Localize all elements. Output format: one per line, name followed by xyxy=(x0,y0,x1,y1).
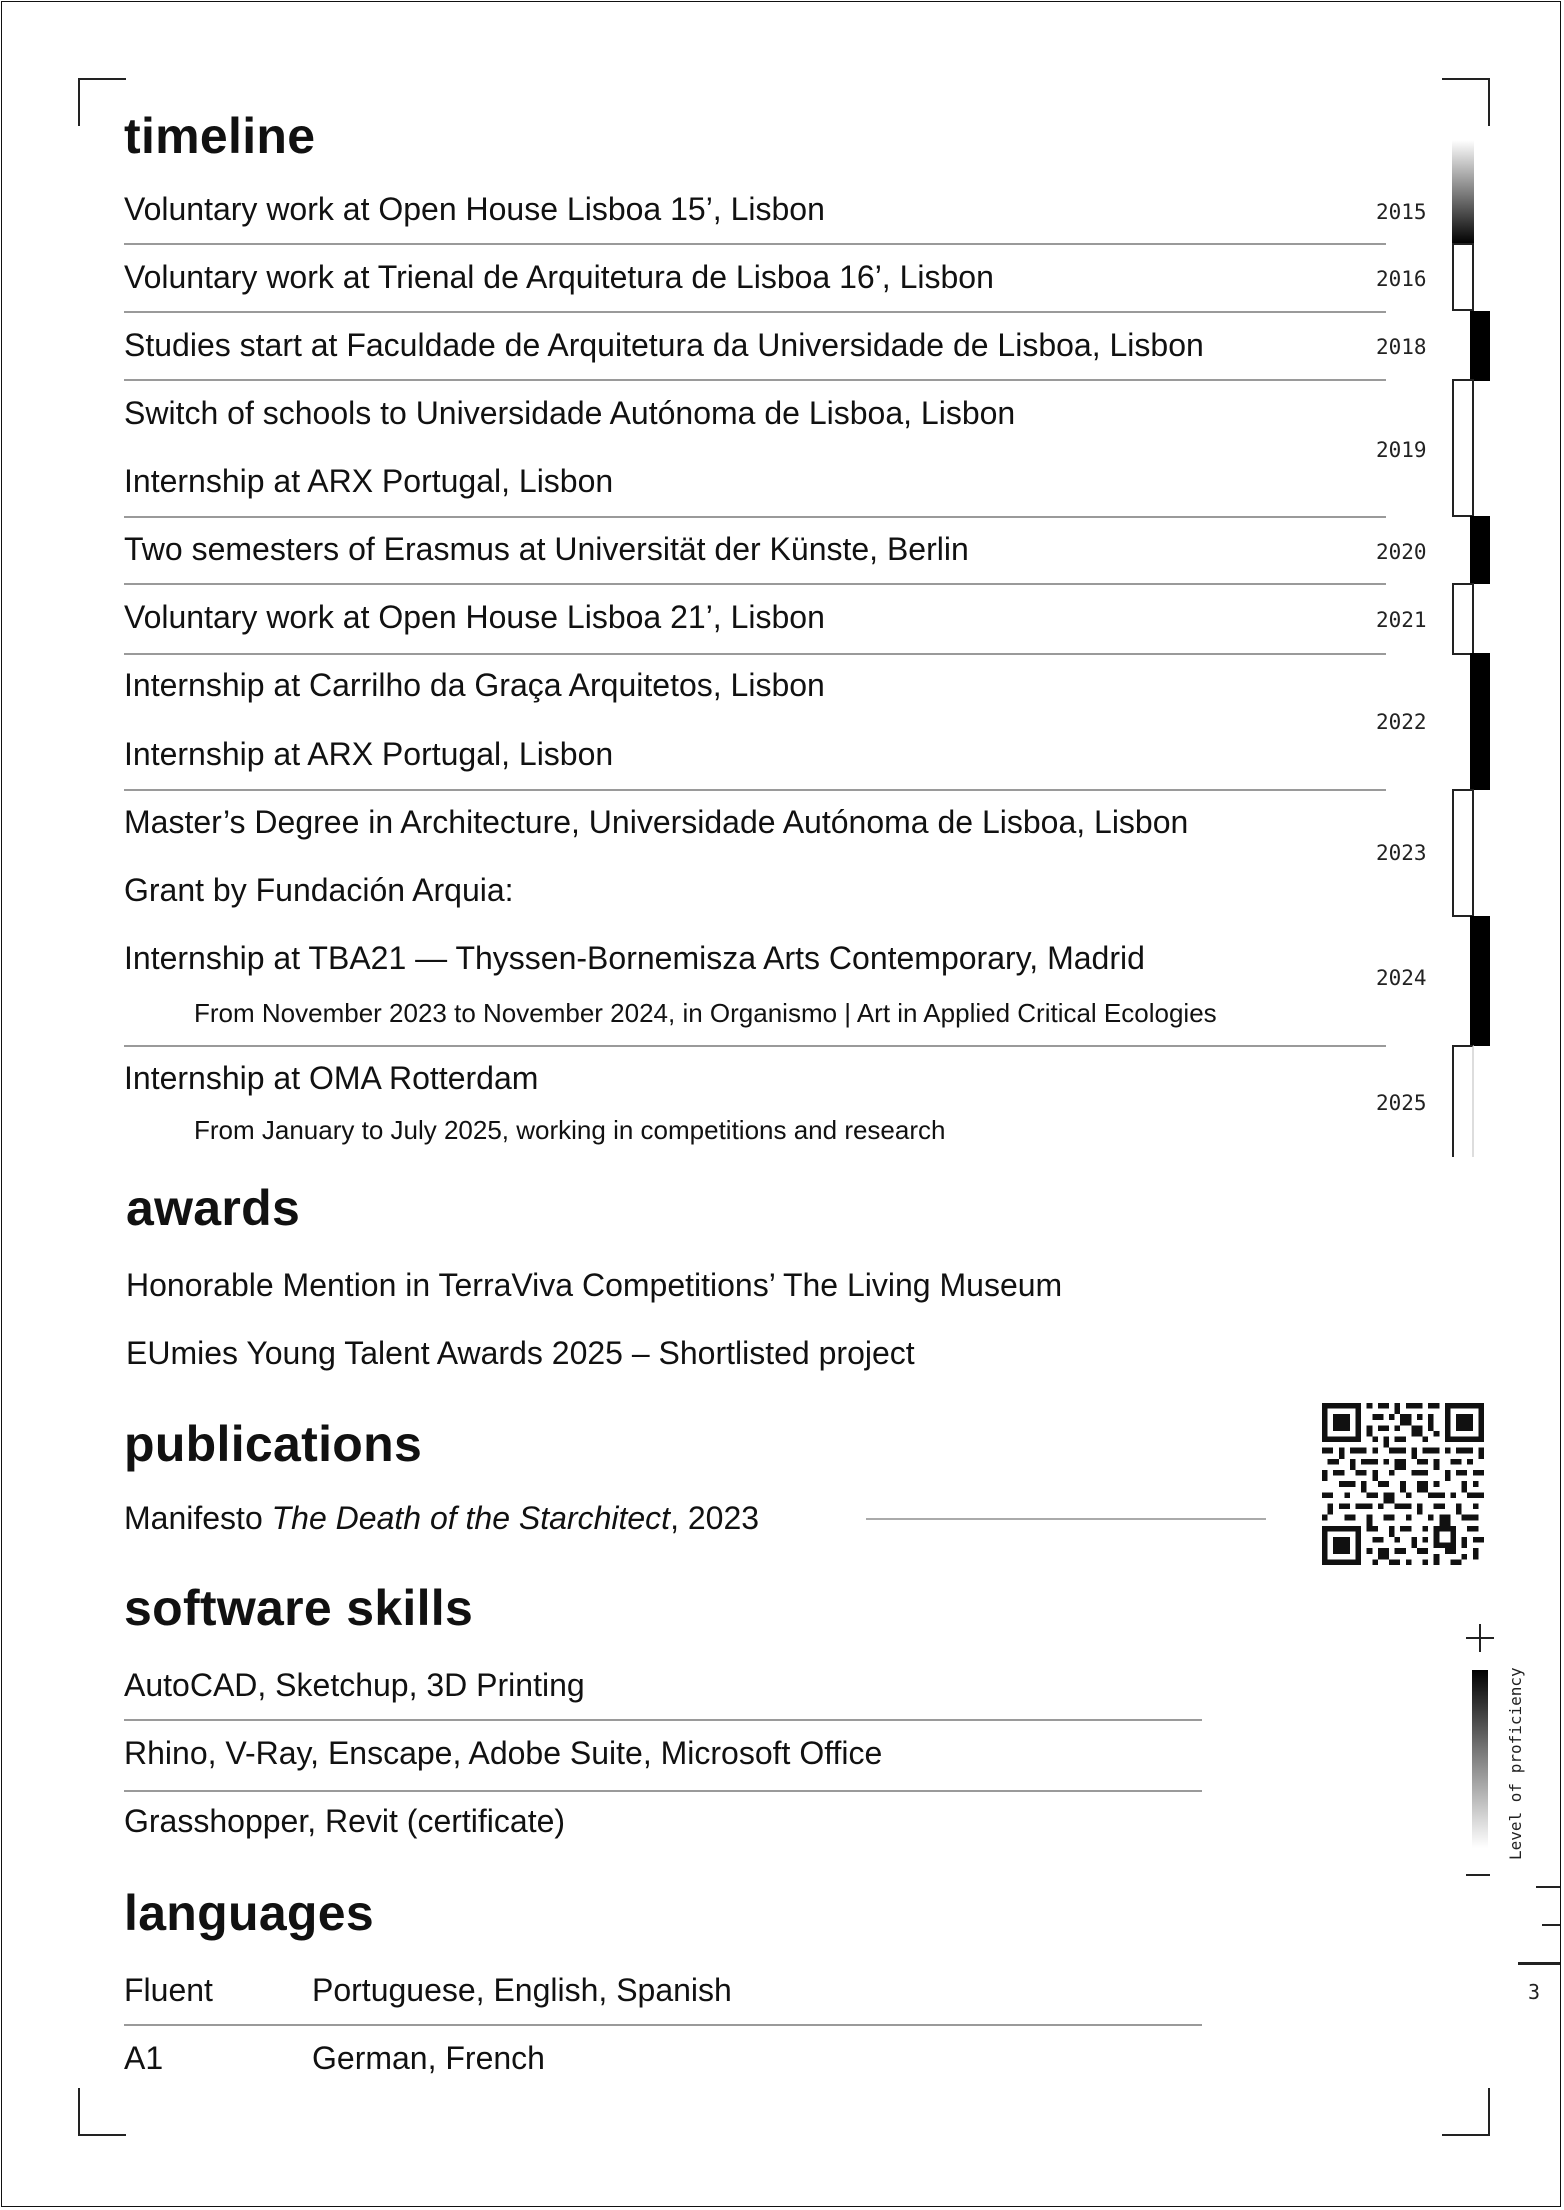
timeline-year: 2020 xyxy=(1376,540,1427,564)
timeline-entry: Two semesters of Erasmus at Universität der Künste, Berlin xyxy=(124,531,969,567)
publication-divider xyxy=(866,1518,1266,1520)
timeline-entry: Voluntary work at Open House Lisboa 21’, Lisbon xyxy=(124,599,825,635)
crop-mark-top-right xyxy=(1442,78,1490,126)
publication-item xyxy=(124,1498,759,1538)
timeline-divider xyxy=(124,516,1386,518)
qr-code-icon[interactable] xyxy=(1322,1403,1484,1565)
page-number: 3 xyxy=(1528,1980,1541,2004)
page-index-tick xyxy=(1542,1924,1560,1926)
language-list: German, French xyxy=(312,2040,545,2076)
software-skills-heading: software skills xyxy=(124,1580,474,1636)
timeline-bar xyxy=(1452,1045,1474,1157)
languages-heading: languages xyxy=(124,1885,374,1941)
timeline-detail: From November 2023 to November 2024, in Organismo | Art in Applied Critical Ecologies xyxy=(194,998,1217,1028)
timeline-year: 2021 xyxy=(1376,608,1427,632)
timeline-heading: timeline xyxy=(124,108,316,164)
timeline-entry: Voluntary work at Open House Lisboa 15’, Lisbon xyxy=(124,191,825,227)
software-item: Rhino, V-Ray, Enscape, Adobe Suite, Microsoft Office xyxy=(124,1735,883,1771)
software-divider xyxy=(124,1719,1202,1721)
timeline-bar xyxy=(1452,379,1474,517)
software-divider xyxy=(124,1790,1202,1792)
award-item: EUmies Young Talent Awards 2025 – Shortlisted project xyxy=(126,1335,915,1371)
timeline-year: 2015 xyxy=(1376,200,1427,224)
language-list: Portuguese, English, Spanish xyxy=(312,1972,732,2008)
timeline-divider xyxy=(124,583,1386,585)
timeline-entry: Grant by Fundación Arquia: xyxy=(124,872,514,908)
timeline-entry: Internship at Carrilho da Graça Arquitetos, Lisbon xyxy=(124,667,825,703)
timeline-bar xyxy=(1452,583,1474,655)
timeline-bar xyxy=(1470,916,1490,1046)
timeline-year: 2016 xyxy=(1376,267,1427,291)
timeline-bar xyxy=(1470,653,1490,790)
proficiency-gradient-bar xyxy=(1472,1670,1488,1848)
timeline-divider xyxy=(124,311,1386,313)
timeline-divider xyxy=(124,243,1386,245)
timeline-entry: Internship at TBA21 — Thyssen-Bornemisza Arts Contemporary, Madrid xyxy=(124,940,1145,976)
publication-title: The Death of the Starchitect xyxy=(271,1500,671,1536)
timeline-divider xyxy=(124,789,1386,791)
timeline-entry: Master’s Degree in Architecture, Universidade Autónoma de Lisboa, Lisbon xyxy=(124,804,1189,840)
plus-icon xyxy=(1462,1620,1498,1656)
publication-prefix: Manifesto xyxy=(124,1500,272,1536)
timeline-year: 2022 xyxy=(1376,710,1427,734)
timeline-bar xyxy=(1452,140,1474,244)
timeline-entry: Studies start at Faculdade de Arquitetura da Universidade de Lisboa, Lisbon xyxy=(124,327,1204,363)
timeline-bar xyxy=(1470,516,1490,584)
timeline-entry: Voluntary work at Trienal de Arquitetura de Lisboa 16’, Lisbon xyxy=(124,259,994,295)
timeline-bar xyxy=(1470,311,1490,381)
timeline-year: 2018 xyxy=(1376,335,1427,359)
crop-mark-bottom-left xyxy=(78,2088,126,2136)
timeline-entry: Internship at ARX Portugal, Lisbon xyxy=(124,463,614,499)
timeline-year: 2023 xyxy=(1376,841,1427,865)
timeline-year: 2019 xyxy=(1376,438,1427,462)
software-item: AutoCAD, Sketchup, 3D Printing xyxy=(124,1667,585,1703)
language-level: Fluent xyxy=(124,1972,213,2008)
minus-icon xyxy=(1466,1874,1490,1876)
timeline-entry: Switch of schools to Universidade Autónoma de Lisboa, Lisbon xyxy=(124,395,1016,431)
awards-heading: awards xyxy=(126,1180,301,1236)
crop-mark-top-left xyxy=(78,78,126,126)
timeline-year: 2024 xyxy=(1376,966,1427,990)
publication-suffix: , 2023 xyxy=(670,1500,760,1536)
timeline-divider xyxy=(124,653,1386,655)
timeline-divider xyxy=(124,379,1386,381)
page-index-tick-active xyxy=(1518,1962,1560,1965)
timeline-year: 2025 xyxy=(1376,1091,1427,1115)
languages-divider xyxy=(124,2024,1202,2026)
software-item: Grasshopper, Revit (certificate) xyxy=(124,1803,566,1839)
crop-mark-bottom-right xyxy=(1442,2088,1490,2136)
timeline-bar xyxy=(1452,789,1474,917)
timeline-bar xyxy=(1452,243,1474,311)
language-level: A1 xyxy=(124,2040,164,2076)
publications-heading: publications xyxy=(124,1416,423,1472)
timeline-detail: From January to July 2025, working in competitions and research xyxy=(194,1115,946,1145)
timeline-entry: Internship at ARX Portugal, Lisbon xyxy=(124,736,614,772)
timeline-entry: Internship at OMA Rotterdam xyxy=(124,1060,539,1096)
timeline-divider xyxy=(124,1045,1386,1047)
proficiency-legend-label: Level of proficiency xyxy=(1506,1667,1525,1860)
award-item: Honorable Mention in TerraViva Competitions’ The Living Museum xyxy=(126,1267,1063,1303)
page-index-tick xyxy=(1536,1886,1560,1888)
